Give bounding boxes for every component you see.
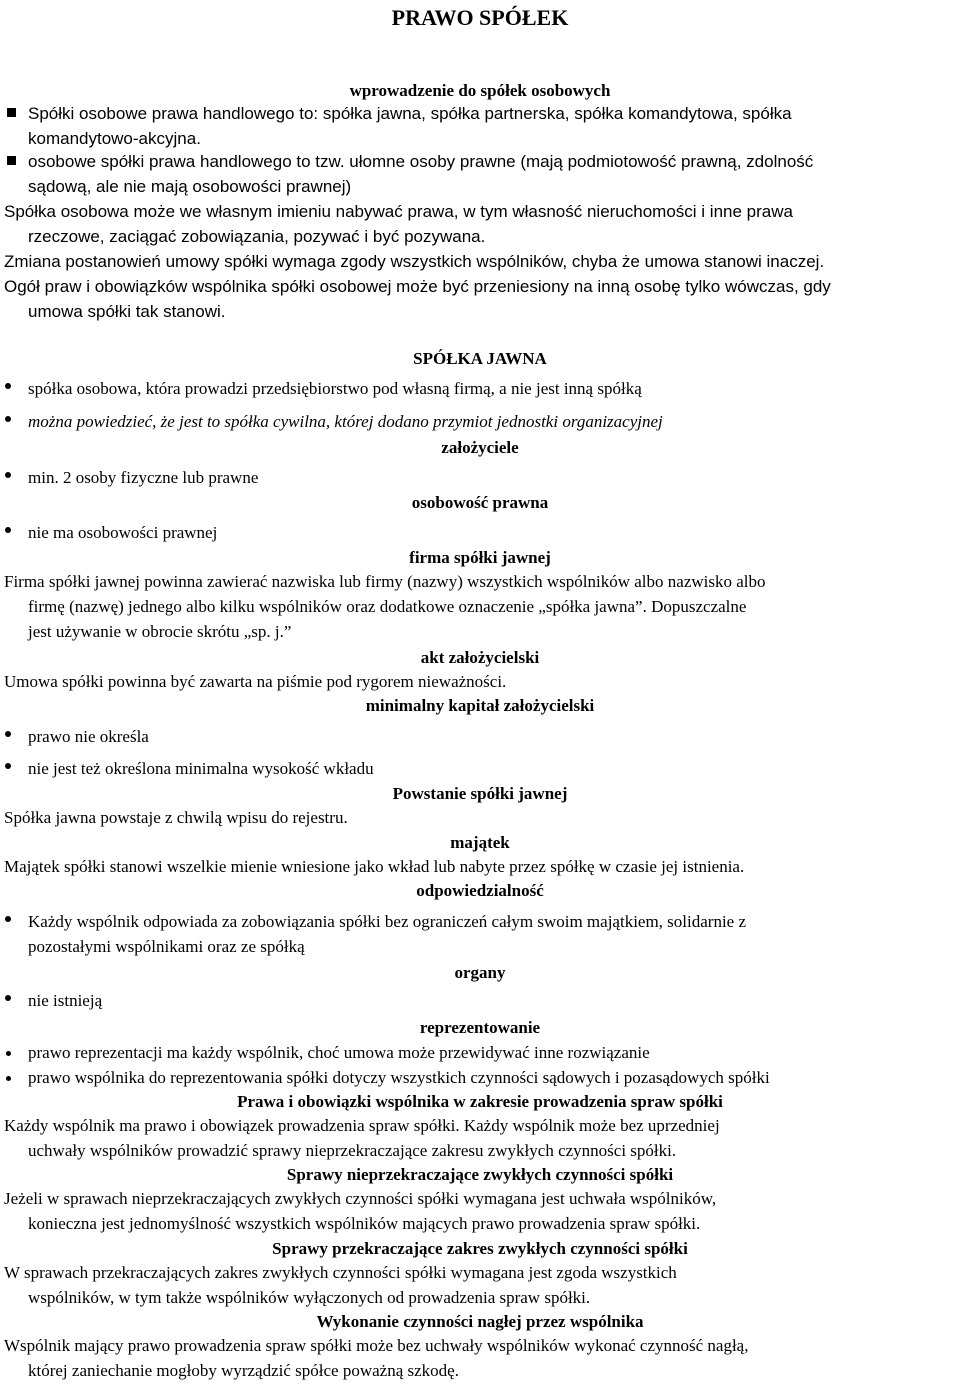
intro-line: Ogół praw i obowiązków wspólnika spółki osobowej może być przeniesiony na inną osobę tylko wówczas, gdy	[4, 277, 831, 296]
round-bullet-icon	[5, 416, 11, 422]
subheading-firma: firma spółki jawnej	[409, 548, 551, 567]
subheading-odpowiedzialnosc: odpowiedzialność	[416, 881, 544, 900]
subheading-prawa-obowiazki: Prawa i obowiązki wspólnika w zakresie prowadzenia spraw spółki	[237, 1092, 723, 1111]
list-item: Każdy wspólnik odpowiada za zobowiązania spółki bez ograniczeń całym swoim majątkiem, solidarnie z	[28, 912, 747, 931]
round-bullet-icon	[5, 763, 11, 769]
intro-line: osobowe spółki prawa handlowego to tzw. ułomne osoby prawne (mają podmiotowość prawną, zdolność	[28, 152, 814, 171]
intro-line: Spółka osobowa może we własnym imieniu nabywać prawa, w tym własność nieruchomości i inne prawa	[4, 202, 793, 221]
intro-line: rzeczowe, zaciągać zobowiązania, pozywać i być pozywana.	[28, 227, 486, 246]
section-heading-spolka-jawna: SPÓŁKA JAWNA	[413, 349, 547, 368]
paragraph-line: Firma spółki jawnej powinna zawierać nazwiska lub firmy (nazwy) wszystkich wspólników albo nazwisko albo	[4, 572, 766, 591]
subheading-kapital: minimalny kapitał założycielski	[365, 696, 595, 715]
subheading-reprezentowanie: reprezentowanie	[419, 1018, 541, 1037]
round-bullet-icon	[5, 731, 11, 737]
paragraph-line: jest używanie w obrocie skrótu „sp. j.”	[28, 622, 292, 641]
subheading-osobowosc: osobowość prawna	[411, 493, 549, 512]
paragraph-line: W sprawach przekraczających zakres zwykłych czynności spółki wymagana jest zgoda wszystkich	[4, 1263, 677, 1282]
paragraph-line: uchwały wspólników prowadzić sprawy nieprzekraczające zakresu zwykłych czynności spółki.	[28, 1141, 677, 1160]
subheading-przekraczajace: Sprawy przekraczające zakres zwykłych czynności spółki	[272, 1239, 688, 1258]
round-bullet-icon	[6, 1051, 11, 1056]
subheading-powstanie: Powstanie spółki jawnej	[392, 784, 568, 803]
paragraph-line: Spółka jawna powstaje z chwilą wpisu do rejestru.	[4, 808, 348, 827]
intro-line: Zmiana postanowień umowy spółki wymaga zgody wszystkich wspólników, chyba że umowa stanowi inaczej.	[4, 252, 825, 271]
subheading-akt: akt założycielski	[420, 648, 540, 667]
round-bullet-icon	[5, 472, 11, 478]
page-title: PRAWO SPÓŁEK	[391, 5, 569, 30]
round-bullet-icon	[5, 527, 11, 533]
list-item: min. 2 osoby fizyczne lub prawne	[28, 468, 259, 487]
square-bullet-icon	[7, 108, 16, 117]
list-item: prawo wspólnika do reprezentowania spółki dotyczy wszystkich czynności sądowych i pozasądowych spółki	[28, 1068, 770, 1087]
list-item: prawo nie określa	[28, 727, 149, 746]
round-bullet-icon	[5, 916, 11, 922]
intro-line: sądową, ale nie mają osobowości prawnej)	[28, 177, 352, 196]
round-bullet-icon	[5, 995, 11, 1001]
paragraph-line: której zaniechanie mogłoby wyrządzić spółce poważną szkodę.	[28, 1361, 459, 1380]
paragraph-line: Umowa spółki powinna być zawarta na piśmie pod rygorem nieważności.	[4, 672, 507, 691]
round-bullet-icon	[5, 383, 11, 389]
intro-line: umowa spółki tak stanowi.	[28, 302, 226, 321]
paragraph-line: Majątek spółki stanowi wszelkie mienie wniesione jako wkład lub nabyte przez spółkę w czasie jej istnienia.	[4, 857, 745, 876]
square-bullet-icon	[7, 156, 16, 165]
intro-line: Spółki osobowe prawa handlowego to: spółka jawna, spółka partnerska, spółka komandytowa, spółka	[28, 104, 792, 123]
round-bullet-icon	[6, 1076, 11, 1081]
list-item: nie istnieją	[28, 991, 103, 1010]
list-item: spółka osobowa, która prowadzi przedsiębiorstwo pod własną firmą, a nie jest inną spółką	[28, 379, 642, 398]
subheading-majatek: majątek	[450, 833, 510, 852]
subheading-zalozyciele: założyciele	[441, 438, 519, 457]
paragraph-line: konieczna jest jednomyślność wszystkich wspólników mających prawo prowadzenia spraw spółki.	[28, 1214, 701, 1233]
list-item: prawo reprezentacji ma każdy wspólnik, choć umowa może przewidywać inne rozwiązanie	[28, 1043, 650, 1062]
intro-line: komandytowo-akcyjna.	[28, 129, 201, 148]
list-item: nie ma osobowości prawnej	[28, 523, 218, 542]
paragraph-line: Wspólnik mający prawo prowadzenia spraw spółki może bez uchwały wspólników wykonać czynność nagłą,	[4, 1336, 749, 1355]
subheading-czynnosc-nagla: Wykonanie czynności nagłej przez wspólnika	[316, 1312, 644, 1331]
paragraph-line: wspólników, w tym także wspólników wyłączonych od prowadzenia spraw spółki.	[28, 1288, 591, 1307]
list-item-continuation: pozostałymi wspólnikami oraz ze spółką	[28, 937, 305, 956]
list-item: nie jest też określona minimalna wysokość wkładu	[28, 759, 374, 778]
paragraph-line: firmę (nazwę) jednego albo kilku wspólników oraz dodatkowe oznaczenie „spółka jawna”. Dopuszczalne	[28, 597, 747, 616]
list-item: można powiedzieć, że jest to spółka cywilna, której dodano przymiot jednostki organizacyjnej	[28, 412, 663, 431]
intro-heading: wprowadzenie do spółek osobowych	[349, 81, 611, 100]
subheading-nieprzekraczajace: Sprawy nieprzekraczające zwykłych czynności spółki	[286, 1165, 674, 1184]
paragraph-line: Jeżeli w sprawach nieprzekraczających zwykłych czynności spółki wymagana jest uchwała wspólników,	[4, 1189, 717, 1208]
subheading-organy: organy	[454, 963, 506, 982]
paragraph-line: Każdy wspólnik ma prawo i obowiązek prowadzenia spraw spółki. Każdy wspólnik może bez uprzedniej	[4, 1116, 720, 1135]
